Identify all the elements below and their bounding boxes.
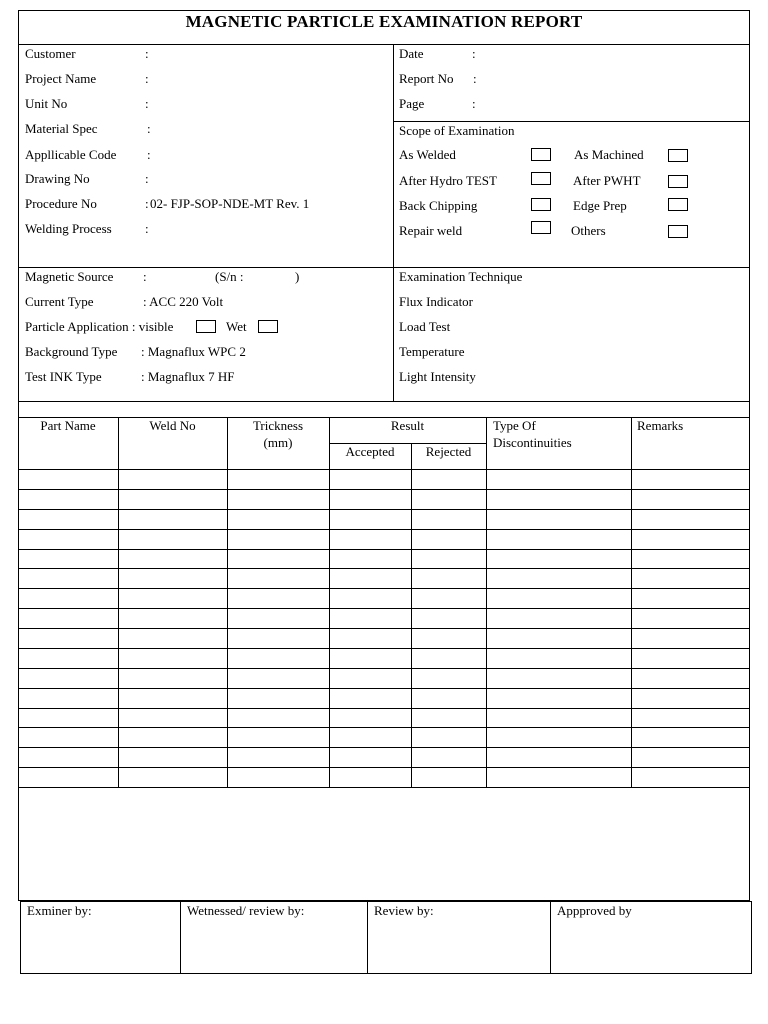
table-cell[interactable] [119, 689, 227, 708]
table-cell[interactable] [632, 748, 750, 767]
applicable-code-label: Appllicable Code [25, 147, 117, 162]
table-cell[interactable] [228, 569, 329, 588]
table-cell[interactable] [412, 709, 486, 727]
scope-repair-weld-checkbox[interactable] [531, 221, 551, 234]
table-cell[interactable] [119, 669, 227, 688]
table-cell[interactable] [487, 709, 631, 727]
table-cell[interactable] [228, 550, 329, 568]
signature-divider-3 [550, 901, 551, 974]
table-cell[interactable] [19, 550, 118, 568]
table-cell[interactable] [119, 510, 227, 529]
table-cell[interactable] [19, 629, 118, 648]
table-cell[interactable] [487, 649, 631, 668]
header-accepted: Accepted [345, 444, 395, 459]
table-cell[interactable] [632, 629, 750, 648]
table-cell[interactable] [330, 550, 411, 568]
table-cell[interactable] [119, 569, 227, 588]
table-cell[interactable] [412, 649, 486, 668]
table-cell[interactable] [330, 589, 411, 608]
table-cell[interactable] [119, 748, 227, 767]
table-cell[interactable] [119, 609, 227, 628]
magnetic-source-label: Magnetic Source [25, 269, 114, 284]
table-cell[interactable] [632, 768, 750, 787]
table-cell[interactable] [487, 728, 631, 747]
table-cell[interactable] [632, 490, 750, 509]
table-cell[interactable] [330, 629, 411, 648]
table-cell[interactable] [119, 550, 227, 568]
report-no-sep: : [473, 71, 477, 86]
scope-after-hydro-label: After Hydro TEST [399, 173, 497, 188]
welding-process-sep: : [145, 221, 149, 236]
scope-after-hydro-checkbox[interactable] [531, 172, 551, 185]
table-cell[interactable] [228, 689, 329, 708]
header-result: Result [390, 418, 425, 433]
table-cell[interactable] [487, 669, 631, 688]
table-cell[interactable] [330, 748, 411, 767]
scope-repair-weld-label: Repair weld [399, 223, 463, 238]
table-cell[interactable] [487, 589, 631, 608]
load-test-label: Load Test [399, 319, 451, 334]
drawing-no-sep: : [145, 171, 149, 186]
table-cell[interactable] [412, 768, 486, 787]
table-cell[interactable] [487, 748, 631, 767]
table-cell[interactable] [119, 629, 227, 648]
table-cell[interactable] [487, 689, 631, 708]
customer-label: Customer [25, 46, 76, 61]
scope-edge-prep-checkbox[interactable] [668, 198, 688, 211]
scope-back-chipping-checkbox[interactable] [531, 198, 551, 211]
table-cell[interactable] [330, 609, 411, 628]
scope-edge-prep-label: Edge Prep [573, 198, 627, 213]
table-cell[interactable] [412, 490, 486, 509]
table-cell[interactable] [632, 649, 750, 668]
scope-as-welded-checkbox[interactable] [531, 148, 551, 161]
procedure-no-sep: : [145, 196, 149, 211]
table-cell[interactable] [119, 530, 227, 549]
table-cell[interactable] [19, 510, 118, 529]
table-cell[interactable] [487, 609, 631, 628]
table-cell[interactable] [228, 470, 329, 489]
date-label: Date [399, 46, 424, 61]
table-cell[interactable] [330, 530, 411, 549]
table-cell[interactable] [19, 748, 118, 767]
drawing-no-label: Drawing No [25, 171, 90, 186]
table-cell[interactable] [632, 530, 750, 549]
temperature-label: Temperature [399, 344, 465, 359]
table-cell[interactable] [487, 530, 631, 549]
report-title: MAGNETIC PARTICLE EXAMINATION REPORT [185, 12, 583, 31]
info-section-divider [18, 267, 750, 268]
material-spec-label: Material Spec [25, 121, 98, 136]
title-divider [18, 44, 750, 45]
examiner-signature-field[interactable]: Exminer by: [27, 903, 92, 918]
welding-process-label: Welding Process [25, 221, 112, 236]
current-type-value: : ACC 220 Volt [143, 294, 224, 309]
table-cell[interactable] [330, 510, 411, 529]
customer-sep: : [145, 46, 149, 61]
scope-as-welded-label: As Welded [399, 147, 456, 162]
project-name-label: Project Name [25, 71, 97, 86]
signature-divider-1 [180, 901, 181, 974]
table-cell[interactable] [487, 768, 631, 787]
current-type-label: Current Type [25, 294, 94, 309]
table-cell[interactable] [632, 609, 750, 628]
table-cell[interactable] [632, 669, 750, 688]
background-type-value: : Magnaflux WPC 2 [141, 344, 246, 359]
table-cell[interactable] [330, 669, 411, 688]
table-cell[interactable] [228, 510, 329, 529]
header-type-of: Type Of [493, 418, 536, 433]
table-cell[interactable] [228, 530, 329, 549]
table-cell[interactable] [330, 490, 411, 509]
page-sep: : [472, 96, 476, 111]
table-cell[interactable] [487, 569, 631, 588]
table-cell[interactable] [412, 689, 486, 708]
table-cell[interactable] [119, 649, 227, 668]
table-cell[interactable] [330, 728, 411, 747]
scope-heading: Scope of Examination [399, 123, 515, 138]
table-cell[interactable] [632, 589, 750, 608]
examination-technique-label: Examination Technique [399, 269, 523, 284]
table-cell[interactable] [412, 530, 486, 549]
table-cell[interactable] [632, 510, 750, 529]
applicable-code-sep: : [147, 147, 151, 162]
particle-application-label: Particle Application : visible [25, 319, 174, 334]
report-no-label: Report No [399, 71, 454, 86]
scope-as-machined-label: As Machined [574, 147, 644, 162]
review-signature-field[interactable]: Review by: [374, 903, 434, 918]
table-cell[interactable] [412, 550, 486, 568]
table-cell[interactable] [19, 649, 118, 668]
table-cell[interactable] [19, 689, 118, 708]
scope-after-pwht-checkbox[interactable] [668, 175, 688, 188]
date-sep: : [472, 46, 476, 61]
table-cell[interactable] [487, 550, 631, 568]
table-cell[interactable] [228, 589, 329, 608]
table-row-line [18, 787, 750, 788]
procedure-no-field[interactable]: 02- FJP-SOP-NDE-MT Rev. 1 [150, 196, 310, 211]
table-cell[interactable] [412, 470, 486, 489]
test-ink-value: : Magnaflux 7 HF [141, 369, 235, 384]
table-cell[interactable] [330, 768, 411, 787]
table-cell[interactable] [119, 490, 227, 509]
table-cell[interactable] [412, 748, 486, 767]
table-cell[interactable] [19, 490, 118, 509]
table-cell[interactable] [119, 709, 227, 727]
light-intensity-label: Light Intensity [399, 369, 476, 384]
technique-bottom-divider [18, 401, 750, 402]
table-cell[interactable] [330, 689, 411, 708]
table-cell[interactable] [632, 569, 750, 588]
table-cell[interactable] [19, 530, 118, 549]
header-remarks: Remarks [637, 418, 684, 433]
table-cell[interactable] [228, 490, 329, 509]
scope-back-chipping-label: Back Chipping [399, 198, 478, 213]
table-cell[interactable] [228, 728, 329, 747]
table-cell[interactable] [228, 748, 329, 767]
signature-divider-2 [367, 901, 368, 974]
procedure-no-label: Procedure No [25, 196, 97, 211]
table-cell[interactable] [19, 709, 118, 727]
unit-no-label: Unit No [25, 96, 68, 111]
table-cell[interactable] [19, 569, 118, 588]
info-divider [393, 44, 394, 402]
scope-after-pwht-label: After PWHT [573, 173, 641, 188]
material-spec-sep: : [147, 121, 151, 136]
table-cell[interactable] [119, 589, 227, 608]
scope-as-machined-checkbox[interactable] [668, 149, 688, 162]
header-thickness: Trickness [252, 418, 304, 433]
page-label: Page [399, 96, 425, 111]
table-cell[interactable] [412, 510, 486, 529]
table-cell[interactable] [19, 768, 118, 787]
particle-visible-checkbox[interactable] [196, 320, 216, 333]
header-discontinuities: Discontinuities [493, 435, 572, 450]
table-cell[interactable] [119, 728, 227, 747]
test-ink-label: Test INK Type [25, 369, 102, 384]
scope-others-label: Others [571, 223, 606, 238]
table-cell[interactable] [228, 669, 329, 688]
particle-wet-checkbox[interactable] [258, 320, 278, 333]
table-cell[interactable] [487, 629, 631, 648]
table-cell[interactable] [487, 490, 631, 509]
serial-number-close: ) [295, 269, 300, 284]
header-thickness-unit: (mm) [263, 435, 293, 450]
scope-divider [393, 121, 750, 122]
unit-no-sep: : [145, 96, 149, 111]
witnessed-signature-field[interactable]: Wetnessed/ review by: [187, 903, 305, 918]
table-cell[interactable] [487, 510, 631, 529]
header-weld-no: Weld No [149, 418, 196, 433]
table-cell[interactable] [487, 470, 631, 489]
table-cell[interactable] [412, 609, 486, 628]
background-type-label: Background Type [25, 344, 118, 359]
table-cell[interactable] [330, 649, 411, 668]
table-cell[interactable] [412, 728, 486, 747]
table-cell[interactable] [119, 768, 227, 787]
table-cell[interactable] [412, 589, 486, 608]
particle-wet-label: Wet [226, 319, 247, 334]
table-cell[interactable] [228, 629, 329, 648]
table-cell[interactable] [632, 470, 750, 489]
table-cell[interactable] [330, 470, 411, 489]
table-cell[interactable] [632, 689, 750, 708]
table-cell[interactable] [412, 669, 486, 688]
table-cell[interactable] [228, 709, 329, 727]
table-cell[interactable] [19, 609, 118, 628]
table-cell[interactable] [412, 629, 486, 648]
table-cell[interactable] [19, 589, 118, 608]
magnetic-source-sep: : [143, 269, 147, 284]
approved-signature-field[interactable]: Appproved by [557, 903, 632, 918]
flux-indicator-label: Flux Indicator [399, 294, 474, 309]
table-cell[interactable] [632, 709, 750, 727]
table-cell[interactable] [330, 569, 411, 588]
table-cell[interactable] [19, 669, 118, 688]
table-cell[interactable] [632, 728, 750, 747]
header-rejected: Rejected [425, 444, 472, 459]
table-cell[interactable] [19, 470, 118, 489]
table-cell[interactable] [228, 649, 329, 668]
table-cell[interactable] [412, 569, 486, 588]
project-name-sep: : [145, 71, 149, 86]
table-cell[interactable] [228, 768, 329, 787]
table-cell[interactable] [119, 470, 227, 489]
scope-others-checkbox[interactable] [668, 225, 688, 238]
table-cell[interactable] [632, 550, 750, 568]
table-cell[interactable] [330, 709, 411, 727]
table-cell[interactable] [19, 728, 118, 747]
table-cell[interactable] [228, 609, 329, 628]
serial-number-label: (S/n : [215, 269, 244, 284]
header-part-name: Part Name [40, 418, 96, 433]
